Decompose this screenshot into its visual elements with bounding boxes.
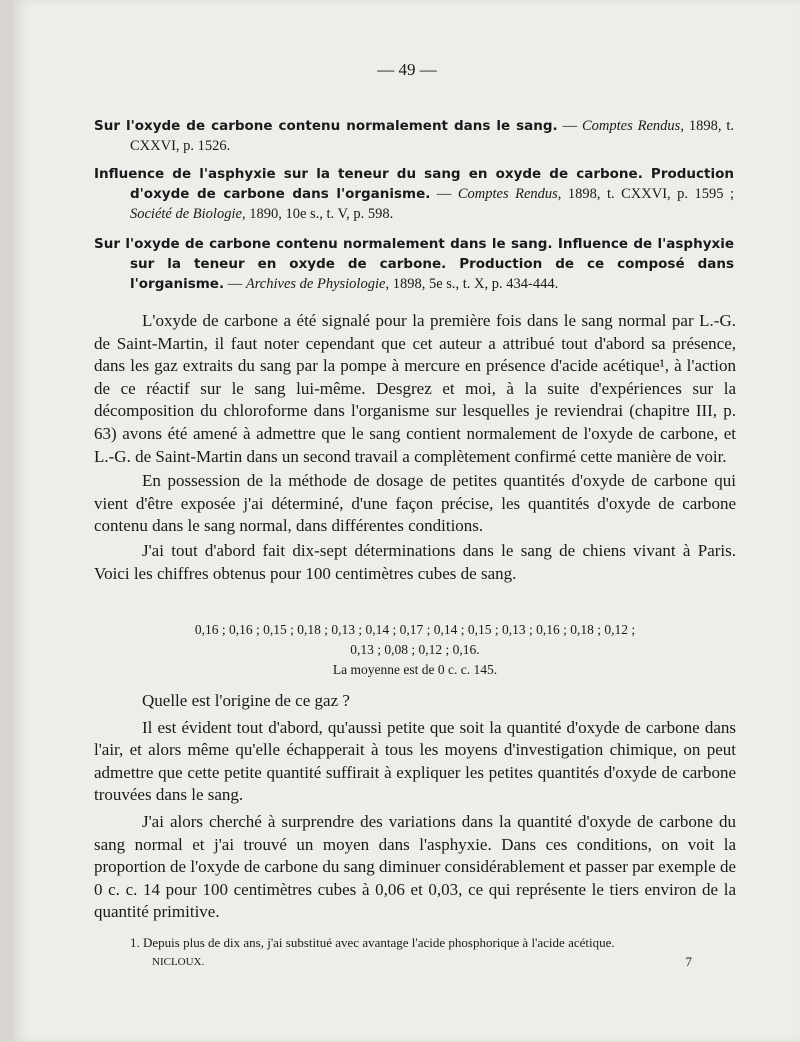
entry-details: , 1898, t. CXXVI, p. 1595 ; [557, 186, 734, 202]
paragraph: J'ai alors cherché à surprendre des variations dans la quantité d'oxyde de carbone du sang normal et j'ai trouvé un moyen dans l'asphyxie. Dans ces conditions, on voit la proportion de l'oxyde de carbone du sang diminuer considérablement et passer par exemple de 0 c. c. 14 pour 100 centimètres cubes à 0,06 et 0,03, ce qui représente le tiers environ de la quantité primitive. [94, 811, 736, 922]
bibliography-entry-2: Influence de l'asphyxie sur la teneur du sang en oxyde de carbone. Production d'oxyde de carbone dans l'organisme. — Comptes Rendus, 1898, t. CXXVI, p. 1595 ; Société de Biologie, 1890, 10e s., t. V, p. 598. [94, 166, 734, 222]
entry-source: Comptes Rendus [581, 118, 681, 134]
bibliography-entry-3: Sur l'oxyde de carbone contenu normalement dans le sang. Influence de l'asphyxie sur la teneur en oxyde de carbone. Production de ce composé dans l'organisme. — Archives de Physiologie, 1898, 5e s., t. X, p. 434-444. [94, 236, 734, 292]
main-text [94, 310, 736, 587]
entry-title: Sur l'oxyde de carbone contenu normalement dans le sang. Influence de l'asphyxie sur la teneur en oxyde de carbone. Production de ce composé dans l'organisme. [94, 236, 734, 292]
entry-details: , 1898, t. CXXVI, p. 1526. [130, 118, 735, 154]
entry-source-2: Société de Biologie [130, 206, 242, 222]
paragraph: En possession de la méthode de dosage de petites quantités d'oxyde de carbone qui vient d'être exposée j'ai déterminé, d'une façon précise, les quantités d'oxyde de carbone contenu dans le sang normal, dans différentes conditions. [94, 471, 736, 536]
footer-signature: 7 [685, 954, 692, 969]
footer-author: NICLOUX. [152, 956, 205, 968]
entry-title: Sur l'oxyde de carbone contenu normalement dans le sang. [94, 118, 558, 134]
paragraph: J'ai tout d'abord fait dix-sept déterminations dans le sang de chiens vivant à Paris. Voici les chiffres obtenus pour 100 centimètres cubes de sang. [94, 540, 736, 583]
footnote: 1. Depuis plus de dix ans, j'ai substitué avec avantage l'acide phosphorique à l'acide acétique. [130, 935, 615, 950]
measurements-line: 0,13 ; 0,08 ; 0,12 ; 0,16. [350, 642, 480, 657]
book-page [14, 0, 800, 1042]
measurements-block [94, 620, 736, 680]
bibliography-entry-1: Sur l'oxyde de carbone contenu normalement dans le sang. — Comptes Rendus, 1898, t. CXXVI, p. 1526. [94, 118, 735, 154]
paragraph: Il est évident tout d'abord, qu'aussi petite que soit la quantité d'oxyde de carbone dans l'air, et alors même qu'elle échapperait à tous les moyens d'investigation chimique, on peut admettre que cette petite quantité suffirait à expliquer les petites quantités d'oxyde de carbone trouvées dans le sang. [94, 717, 736, 805]
measurements-line: 0,16 ; 0,16 ; 0,15 ; 0,18 ; 0,13 ; 0,14 ; 0,17 ; 0,14 ; 0,15 ; 0,13 ; 0,16 ; 0,18 ; 0,12 ; [194, 622, 636, 637]
entry-source: Comptes Rendus [457, 186, 558, 202]
entry-details: , 1898, 5e s., t. X, p. 434-444. [385, 276, 559, 292]
measurements-mean: La moyenne est de 0 c. c. 145. [332, 662, 498, 677]
entry-source: Archives de Physiologie [245, 276, 386, 292]
entry-title: Influence de l'asphyxie sur la teneur du sang en oxyde de carbone. Production d'oxyde de carbone dans l'organisme. [94, 166, 734, 202]
main-text-continued [94, 690, 736, 928]
page-number: — 49 — [377, 60, 437, 79]
entry-details-2: , 1890, 10e s., t. V, p. 598. [241, 206, 394, 222]
paragraph: L'oxyde de carbone a été signalé pour la première fois dans le sang normal par L.-G. de Saint-Martin, il faut noter cependant que cet auteur a attribué tout d'abord sa présence, dans les gaz extraits du sang par la pompe à mercure en présence d'acide acétique¹, à l'action de ce réactif sur le sang lui-même. Desgrez et moi, à la suite d'expériences sur la décomposition du chloroforme dans l'organisme sur lesquelles je reviendrai (chapitre III, p. 63) avons été amené à admettre que le sang contient normalement de l'oxyde de carbone, et L.-G. de Saint-Martin dans un second travail a complètement confirmé cette manière de voir. [94, 311, 736, 466]
page-footer [152, 954, 692, 970]
paragraph: Quelle est l'origine de ce gaz ? [142, 691, 350, 710]
